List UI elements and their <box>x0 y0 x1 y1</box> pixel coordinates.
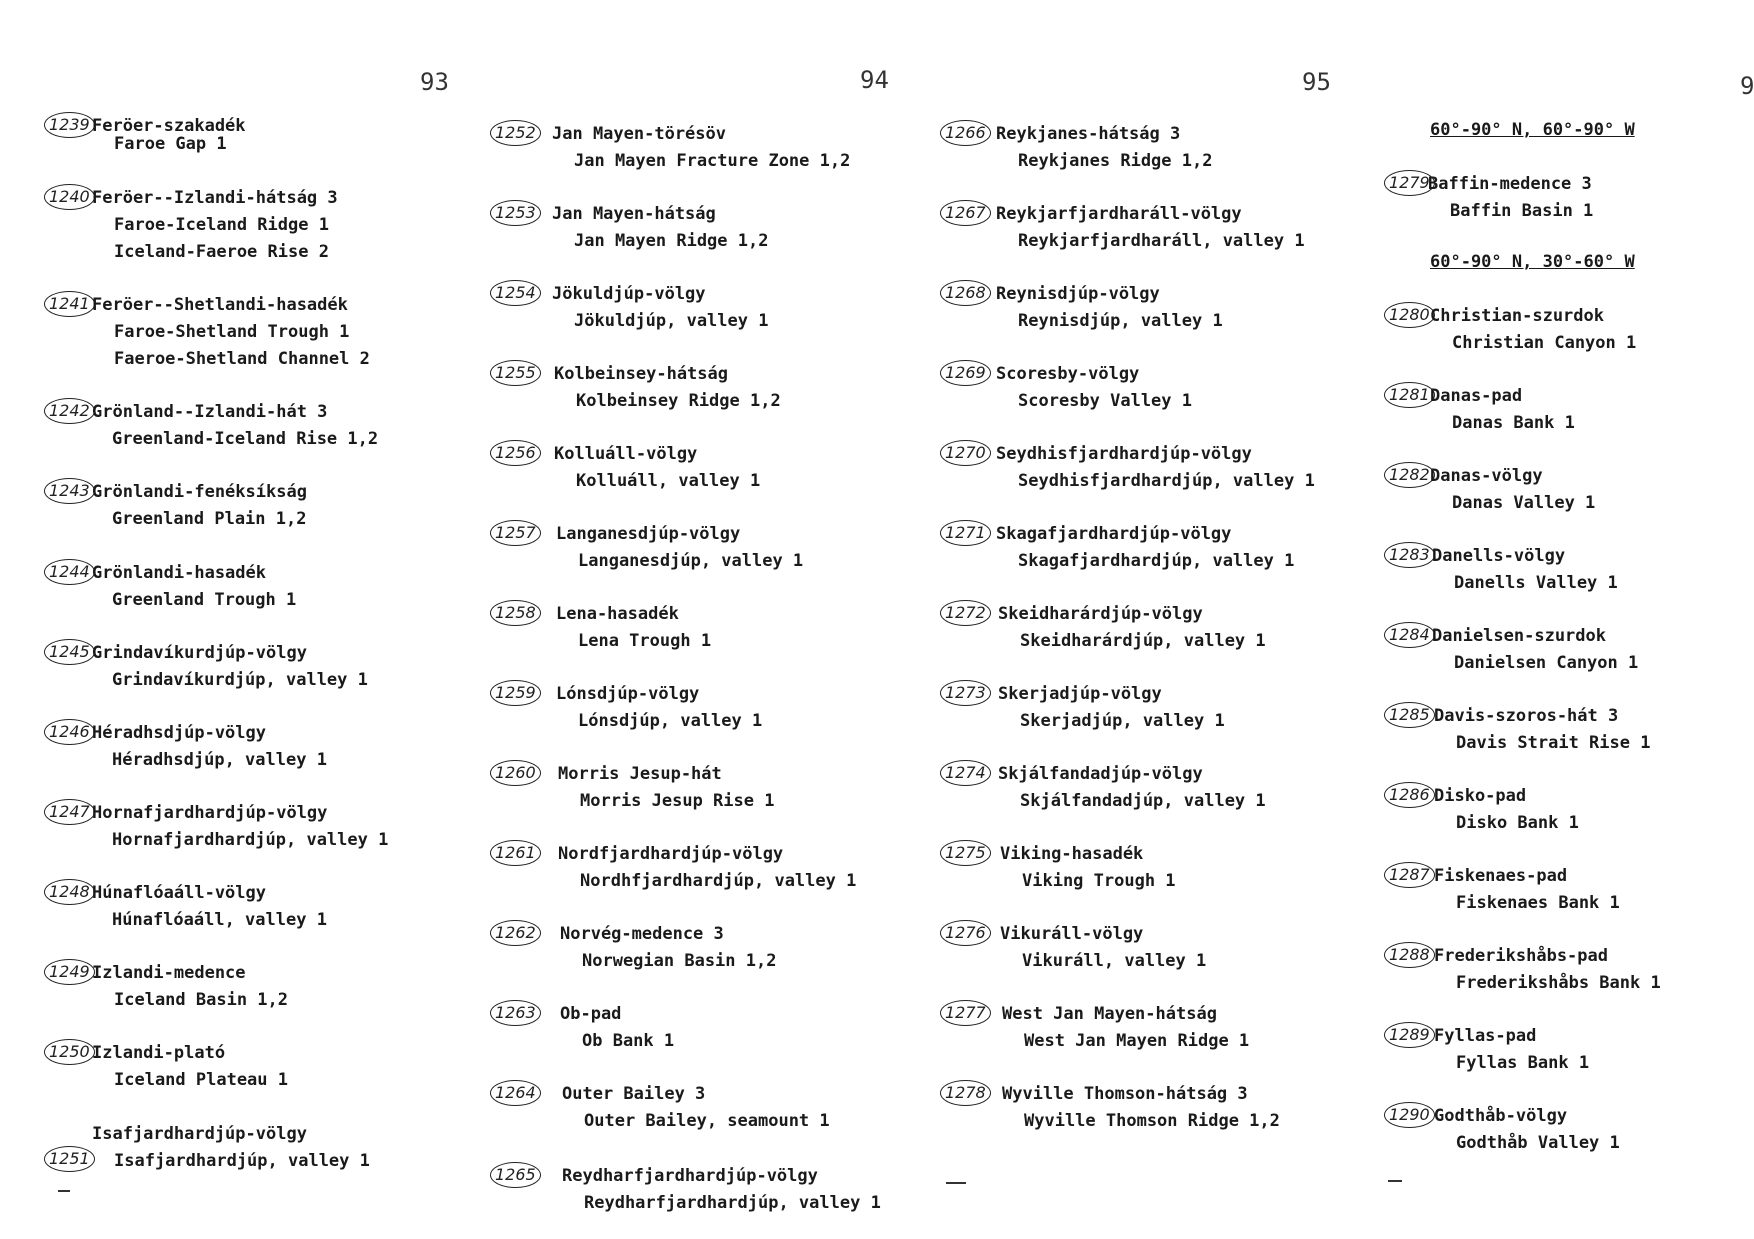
hungarian-name: Feröer--Shetlandi-hasadék <box>92 295 348 315</box>
entry-number: 1251 <box>44 1146 95 1172</box>
page-number-95: 95 <box>1302 68 1331 96</box>
english-name: Faroe Gap 1 <box>114 134 227 154</box>
entry-number: 1262 <box>490 920 541 946</box>
region-heading-1: 60°-90° N, 60°-90° W <box>1430 120 1635 140</box>
entry-number: 1244 <box>44 559 95 585</box>
entry-number: 1242 <box>44 398 95 424</box>
entry-number: 1252 <box>490 120 541 146</box>
english-name: Lónsdjúp, valley 1 <box>578 711 763 731</box>
entry-number: 1256 <box>490 440 541 466</box>
entry-number: 1248 <box>44 879 95 905</box>
hungarian-name: Feröer--Izlandi-hátság 3 <box>92 188 338 208</box>
english-name: Scoresby Valley 1 <box>1018 391 1192 411</box>
entry-number: 1266 <box>940 120 991 146</box>
english-name: West Jan Mayen Ridge 1 <box>1024 1031 1250 1051</box>
entry-number: 1290 <box>1384 1102 1435 1128</box>
hungarian-name: Grindavíkurdjúp-völgy <box>92 643 307 663</box>
hungarian-name: Reydharfjardhardjúp-völgy <box>562 1166 818 1186</box>
hungarian-name: Baffin-medence 3 <box>1428 174 1592 194</box>
english-name: Fiskenaes Bank 1 <box>1456 893 1620 913</box>
hungarian-name: Godthåb-völgy <box>1434 1106 1568 1126</box>
english-name: Faroe-Iceland Ridge 1 <box>114 215 329 235</box>
english-name: Vikuráll, valley 1 <box>1022 951 1207 971</box>
entry-number: 1257 <box>490 520 541 546</box>
entry-number: 1278 <box>940 1080 991 1106</box>
hungarian-name: Vikuráll-völgy <box>1000 924 1144 944</box>
hungarian-name: Outer Bailey 3 <box>562 1084 706 1104</box>
entry-number: 1271 <box>940 520 991 546</box>
hungarian-name: Lónsdjúp-völgy <box>556 684 700 704</box>
entry-number: 1280 <box>1384 302 1435 328</box>
entry-number: 1241 <box>44 291 95 317</box>
entry-number: 1281 <box>1384 382 1435 408</box>
hungarian-name: Langanesdjúp-völgy <box>556 524 741 544</box>
hungarian-name: Grönland--Izlandi-hát 3 <box>92 402 328 422</box>
english-name: Skerjadjúp, valley 1 <box>1020 711 1225 731</box>
english-name: Reynisdjúp, valley 1 <box>1018 311 1223 331</box>
hungarian-name: Lena-hasadék <box>556 604 679 624</box>
english-name: Faroe-Shetland Trough 1 <box>114 322 350 342</box>
hungarian-name: Fiskenaes-pad <box>1434 866 1568 886</box>
english-name: Jökuldjúp, valley 1 <box>574 311 769 331</box>
english-name: Seydhisfjardhardjúp, valley 1 <box>1018 471 1315 491</box>
hungarian-name: Grönlandi-fenéksíkság <box>92 482 307 502</box>
english-name: Húnaflóaáll, valley 1 <box>112 910 327 930</box>
hungarian-name: Jan Mayen-hátság <box>552 204 716 224</box>
english-name: Langanesdjúp, valley 1 <box>578 551 804 571</box>
hungarian-name: Scoresby-völgy <box>996 364 1140 384</box>
entry-number: 1254 <box>490 280 541 306</box>
hungarian-name: Reykjanes-hátság 3 <box>996 124 1181 144</box>
entry-number: 1246 <box>44 719 95 745</box>
entry-number: 1276 <box>940 920 991 946</box>
hungarian-name: Nordfjardhardjúp-völgy <box>558 844 784 864</box>
english-name: Hornafjardhardjúp, valley 1 <box>112 830 389 850</box>
entry-number: 1247 <box>44 799 95 825</box>
hungarian-name: Kolbeinsey-hátság <box>554 364 728 384</box>
entry-number: 1253 <box>490 200 541 226</box>
region-heading-2: 60°-90° N, 30°-60° W <box>1430 252 1635 272</box>
entry-number: 1265 <box>490 1162 541 1188</box>
hungarian-name: Skjálfandadjúp-völgy <box>998 764 1203 784</box>
entry-number: 1249 <box>44 959 95 985</box>
english-name: Skagafjardhardjúp, valley 1 <box>1018 551 1295 571</box>
hungarian-name: Jökuldjúp-völgy <box>552 284 706 304</box>
hungarian-name: Héradhsdjúp-völgy <box>92 723 266 743</box>
entry-number: 1243 <box>44 478 95 504</box>
english-name: Jan Mayen Fracture Zone 1,2 <box>574 151 851 171</box>
english-name: Isafjardhardjúp, valley 1 <box>114 1151 370 1171</box>
entry-number: 1260 <box>490 760 541 786</box>
entry-number: 1288 <box>1384 942 1435 968</box>
english-name: Christian Canyon 1 <box>1452 333 1637 353</box>
entry-number: 1259 <box>490 680 541 706</box>
entry-number: 1277 <box>940 1000 991 1026</box>
hungarian-name: Davis-szoros-hát 3 <box>1434 706 1619 726</box>
hungarian-name: Frederikshåbs-pad <box>1434 946 1608 966</box>
english-name: Disko Bank 1 <box>1456 813 1579 833</box>
hungarian-name: Christian-szurdok <box>1430 306 1604 326</box>
hungarian-name: Morris Jesup-hát <box>558 764 722 784</box>
hungarian-name: Wyville Thomson-hátság 3 <box>1002 1084 1248 1104</box>
entry-number: 1283 <box>1384 542 1435 568</box>
entry-number: 1263 <box>490 1000 541 1026</box>
entry-number: 1269 <box>940 360 991 386</box>
english-name: Skeidharárdjúp, valley 1 <box>1020 631 1266 651</box>
hungarian-name: Viking-hasadék <box>1000 844 1144 864</box>
hungarian-name: Norvég-medence 3 <box>560 924 724 944</box>
hungarian-name: Fyllas-pad <box>1434 1026 1537 1046</box>
hungarian-name: Skerjadjúp-völgy <box>998 684 1162 704</box>
english-name: Danells Valley 1 <box>1454 573 1618 593</box>
entry-number: 1264 <box>490 1080 541 1106</box>
entry-number: 1250 <box>44 1039 95 1065</box>
hungarian-name: Jan Mayen-törésöv <box>552 124 726 144</box>
english-name: Greenland Trough 1 <box>112 590 297 610</box>
english-name: Reykjanes Ridge 1,2 <box>1018 151 1213 171</box>
entry-number: 1273 <box>940 680 991 706</box>
entry-number: 1289 <box>1384 1022 1435 1048</box>
entry-number: 1275 <box>940 840 991 866</box>
entry-number: 1239 <box>44 112 95 138</box>
entry-number: 1255 <box>490 360 541 386</box>
english-name-alt: Faeroe-Shetland Channel 2 <box>114 349 370 369</box>
hungarian-name: Feröer-szakadék <box>92 116 246 136</box>
hungarian-name: Danas-pad <box>1430 386 1523 406</box>
english-name: Skjálfandadjúp, valley 1 <box>1020 791 1266 811</box>
english-name: Nordhfjardhardjúp, valley 1 <box>580 871 857 891</box>
hungarian-name: Danells-völgy <box>1432 546 1566 566</box>
hungarian-name: Ob-pad <box>560 1004 622 1024</box>
english-name: Greenland Plain 1,2 <box>112 509 307 529</box>
english-name: Norwegian Basin 1,2 <box>582 951 777 971</box>
hungarian-name: Seydhisfjardhardjúp-völgy <box>996 444 1252 464</box>
entry-number: 1284 <box>1384 622 1435 648</box>
english-name: Viking Trough 1 <box>1022 871 1176 891</box>
english-name: Kolbeinsey Ridge 1,2 <box>576 391 781 411</box>
english-name: Fyllas Bank 1 <box>1456 1053 1590 1073</box>
english-name: Iceland Basin 1,2 <box>114 990 288 1010</box>
english-name: Héradhsdjúp, valley 1 <box>112 750 327 770</box>
english-name: Reykjarfjardharáll, valley 1 <box>1018 231 1305 251</box>
english-name: Outer Bailey, seamount 1 <box>584 1111 830 1131</box>
english-name: Danas Valley 1 <box>1452 493 1596 513</box>
hungarian-name: Grönlandi-hasadék <box>92 563 266 583</box>
entry-number: 1267 <box>940 200 991 226</box>
entry-number: 1240 <box>44 184 95 210</box>
page-number-96-partial: 9 <box>1740 72 1754 100</box>
english-name: Ob Bank 1 <box>582 1031 675 1051</box>
entry-number: 1286 <box>1384 782 1435 808</box>
hungarian-name: Skagafjardhardjúp-völgy <box>996 524 1232 544</box>
hungarian-name: Reynisdjúp-völgy <box>996 284 1160 304</box>
english-name: Danas Bank 1 <box>1452 413 1575 433</box>
english-name: Reydharfjardhardjúp, valley 1 <box>584 1193 881 1213</box>
entry-number: 1268 <box>940 280 991 306</box>
hungarian-name: West Jan Mayen-hátság <box>1002 1004 1217 1024</box>
entry-number: 1274 <box>940 760 991 786</box>
page-number-93: 93 <box>420 68 449 96</box>
divider <box>946 1182 966 1184</box>
hungarian-name: Hornafjardhardjúp-völgy <box>92 803 328 823</box>
hungarian-name: Húnaflóaáll-völgy <box>92 883 266 903</box>
english-name: Frederikshåbs Bank 1 <box>1456 973 1661 993</box>
hungarian-name: Izlandi-medence <box>92 963 246 983</box>
divider <box>58 1190 70 1192</box>
entry-number: 1285 <box>1384 702 1435 728</box>
hungarian-name: Kolluáll-völgy <box>554 444 698 464</box>
entry-number: 1261 <box>490 840 541 866</box>
english-name: Lena Trough 1 <box>578 631 712 651</box>
hungarian-name: Isafjardhardjúp-völgy <box>92 1124 307 1144</box>
english-name: Iceland Plateau 1 <box>114 1070 288 1090</box>
english-name: Wyville Thomson Ridge 1,2 <box>1024 1111 1280 1131</box>
english-name: Danielsen Canyon 1 <box>1454 653 1639 673</box>
english-name: Greenland-Iceland Rise 1,2 <box>112 429 379 449</box>
hungarian-name: Danielsen-szurdok <box>1432 626 1606 646</box>
divider <box>1388 1180 1402 1182</box>
entry-number: 1287 <box>1384 862 1435 888</box>
english-name: Grindavíkurdjúp, valley 1 <box>112 670 368 690</box>
entry-number: 1272 <box>940 600 991 626</box>
hungarian-name: Skeidharárdjúp-völgy <box>998 604 1203 624</box>
entry-number: 1270 <box>940 440 991 466</box>
english-name-alt: Iceland-Faeroe Rise 2 <box>114 242 329 262</box>
entry-number: 1258 <box>490 600 541 626</box>
hungarian-name: Reykjarfjardharáll-völgy <box>996 204 1242 224</box>
page-number-94: 94 <box>860 66 889 94</box>
entry-number: 1245 <box>44 639 95 665</box>
english-name: Jan Mayen Ridge 1,2 <box>574 231 769 251</box>
english-name: Davis Strait Rise 1 <box>1456 733 1651 753</box>
entry-number: 1282 <box>1384 462 1435 488</box>
hungarian-name: Danas-völgy <box>1430 466 1543 486</box>
hungarian-name: Izlandi-plató <box>92 1043 226 1063</box>
hungarian-name: Disko-pad <box>1434 786 1527 806</box>
english-name: Kolluáll, valley 1 <box>576 471 761 491</box>
english-name: Godthåb Valley 1 <box>1456 1133 1620 1153</box>
english-name: Baffin Basin 1 <box>1450 201 1594 221</box>
entry-number: 1279 <box>1384 170 1435 196</box>
english-name: Morris Jesup Rise 1 <box>580 791 775 811</box>
